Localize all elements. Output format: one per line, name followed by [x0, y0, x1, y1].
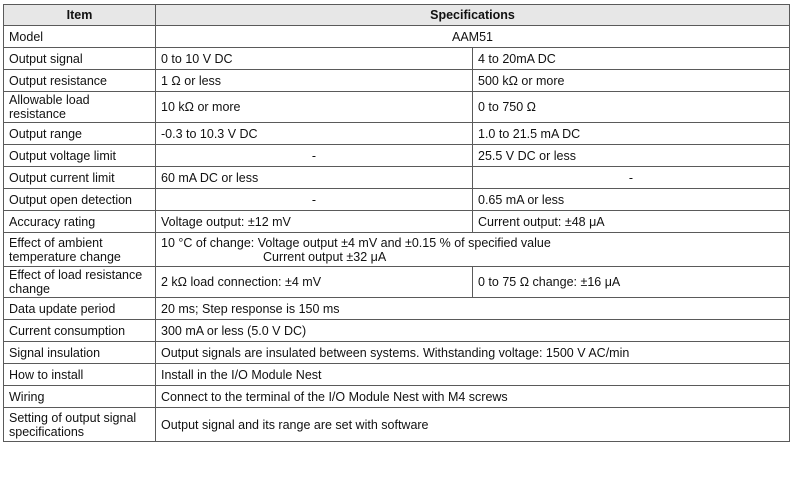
current-value: 1.0 to 21.5 mA DC	[473, 123, 790, 145]
row-label-line1: Setting of output signal	[9, 410, 137, 425]
row-label	[4, 92, 156, 123]
row-output-range	[4, 123, 790, 145]
install-value: Install in the I/O Module Nest	[156, 364, 790, 386]
voltage-value: 60 mA DC or less	[156, 167, 473, 189]
row-label-line2: temperature change	[9, 249, 121, 264]
row-label-line2: change	[9, 282, 51, 296]
row-label: Accuracy rating	[4, 211, 156, 233]
row-label: Model	[4, 26, 156, 48]
row-label	[4, 408, 156, 442]
row-label: Signal insulation	[4, 342, 156, 364]
voltage-value: Voltage output: ±12 mV	[156, 211, 473, 233]
row-label: Output current limit	[4, 167, 156, 189]
current-value: 4 to 20mA DC	[473, 48, 790, 70]
row-label-line2: resistance	[9, 107, 66, 121]
model-value: AAM51	[156, 26, 790, 48]
header-row	[4, 5, 790, 26]
row-current-limit	[4, 167, 790, 189]
row-label: Output open detection	[4, 189, 156, 211]
row-data-update	[4, 298, 790, 320]
ambient-line1: 10 °C of change: Voltage output ±4 mV and ±0.15 % of specified value	[161, 235, 551, 250]
voltage-value: -	[156, 189, 473, 211]
row-label: Output resistance	[4, 70, 156, 92]
current-value: 500 kΩ or more	[473, 70, 790, 92]
current-value: Current output: ±48 μA	[473, 211, 790, 233]
current-value: 0 to 75 Ω change: ±16 μA	[473, 267, 790, 298]
row-output-resistance	[4, 70, 790, 92]
ambient-value	[156, 233, 790, 267]
row-accuracy	[4, 211, 790, 233]
row-signal-insulation	[4, 342, 790, 364]
voltage-value: -	[156, 145, 473, 167]
setting-value: Output signal and its range are set with software	[156, 408, 790, 442]
row-open-detection	[4, 189, 790, 211]
current-value: 25.5 V DC or less	[473, 145, 790, 167]
row-label-line1: Effect of ambient	[9, 235, 103, 250]
voltage-value: 1 Ω or less	[156, 70, 473, 92]
row-label: Output signal	[4, 48, 156, 70]
row-label-line1: Effect of load resistance	[9, 268, 143, 282]
row-label: Data update period	[4, 298, 156, 320]
current-value: 0.65 mA or less	[473, 189, 790, 211]
header-item: Item	[4, 5, 156, 26]
row-label: Output voltage limit	[4, 145, 156, 167]
ambient-line2: Current output ±32 μA	[263, 249, 387, 264]
header-specifications: Specifications	[156, 5, 790, 26]
row-label: Output range	[4, 123, 156, 145]
row-label: Wiring	[4, 386, 156, 408]
row-label-line1: Allowable load	[9, 93, 90, 107]
row-wiring	[4, 386, 790, 408]
specifications-table	[3, 4, 790, 442]
current-value: 0 to 750 Ω	[473, 92, 790, 123]
voltage-value: 2 kΩ load connection: ±4 mV	[156, 267, 473, 298]
insulation-value: Output signals are insulated between systems. Withstanding voltage: 1500 V AC/min	[156, 342, 790, 364]
row-voltage-limit	[4, 145, 790, 167]
row-label	[4, 267, 156, 298]
row-setting-output-signal	[4, 408, 790, 442]
row-label	[4, 233, 156, 267]
voltage-value: -0.3 to 10.3 V DC	[156, 123, 473, 145]
data-update-value: 20 ms; Step response is 150 ms	[156, 298, 790, 320]
consumption-value: 300 mA or less (5.0 V DC)	[156, 320, 790, 342]
row-output-signal	[4, 48, 790, 70]
row-ambient-temperature	[4, 233, 790, 267]
row-load-resistance-change	[4, 267, 790, 298]
voltage-value: 10 kΩ or more	[156, 92, 473, 123]
current-value: -	[473, 167, 790, 189]
row-label: Current consumption	[4, 320, 156, 342]
row-allowable-load	[4, 92, 790, 123]
row-how-to-install	[4, 364, 790, 386]
wiring-value: Connect to the terminal of the I/O Module Nest with M4 screws	[156, 386, 790, 408]
voltage-value: 0 to 10 V DC	[156, 48, 473, 70]
row-label-line2: specifications	[9, 424, 85, 439]
row-model	[4, 26, 790, 48]
row-label: How to install	[4, 364, 156, 386]
row-current-consumption	[4, 320, 790, 342]
